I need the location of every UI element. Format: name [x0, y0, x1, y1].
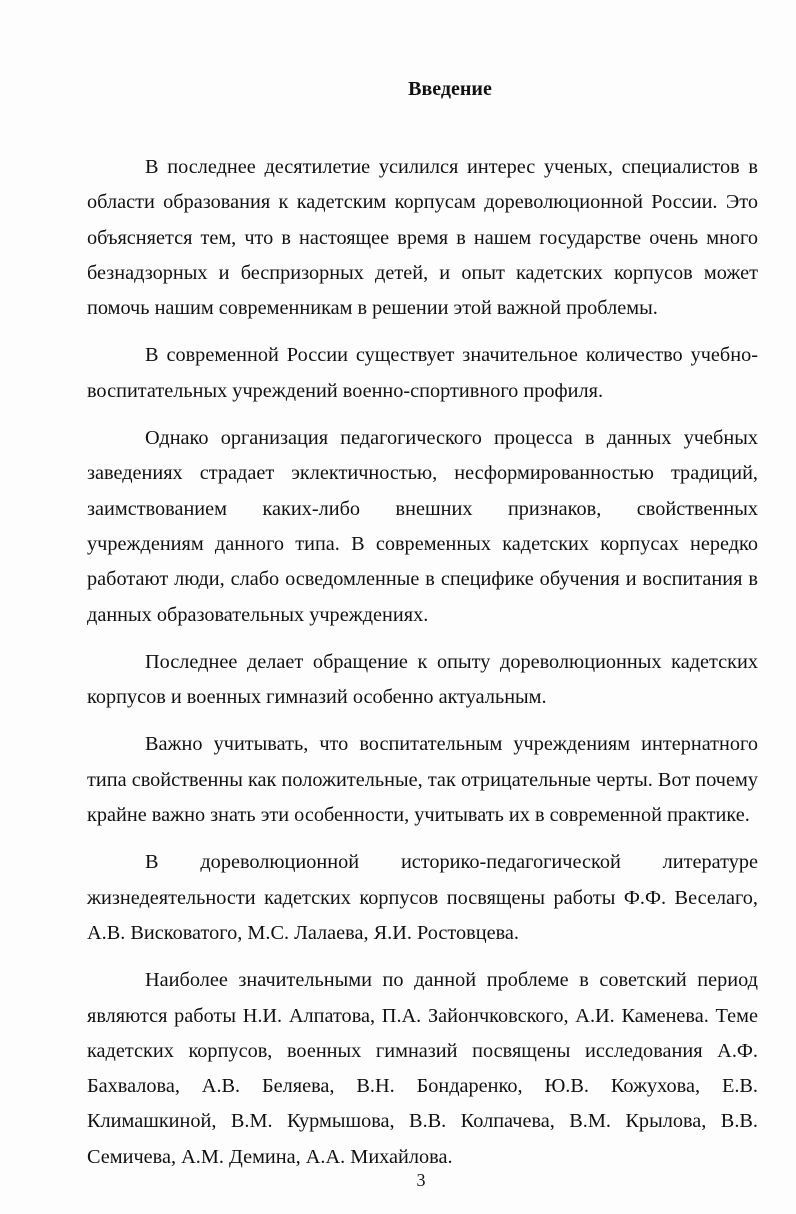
paragraph-4: Последнее делает обращение к опыту дореволюционных кадетских корпусов и военных гимназий особенно актуальным.	[87, 650, 758, 709]
paragraph-3: Однако организация педагогического процесса в данных учебных заведениях страдает эклектичностью, несформированностью традиций, заимствованием каких-либо внешних признаков, свойственных учреждениям данного типа. В современных кадетских корпусах нередко работают люди, слабо осведомленные в специфике обучения и воспитания в данных образовательных учреждениях.	[87, 427, 758, 626]
paragraph-5: Важно учитывать, что воспитательным учреждениям интернатного типа свойственны как положительные, так отрицательные черты. Вот почему крайне важно знать эти особенности, учитывать их в современной практике.	[87, 733, 758, 827]
paragraph-2: В современной России существует значительное количество учебно-воспитательных учреждений военно-спортивного профиля.	[87, 344, 758, 402]
body-text	[87, 150, 758, 1187]
paragraph-7: Наиболее значительными по данной проблеме в советский период являются работы Н.И. Алпатова, П.А. Зайончковского, А.И. Каменева. Теме кадетских корпусов, военных гимназий посвящены исследования А.Ф. Бахвалова, А.В. Беляева, В.Н. Бондаренко, Ю.В. Кожухова, Е.В. Климашкиной, В.М. Курмышова, В.В. Колпачева, В.М. Крылова, В.В. Семичева, А.М. Демина, А.А. Михайлова.	[87, 969, 758, 1168]
paragraph-6: В дореволюционной историко-педагогической литературе жизнедеятельности кадетских корпусов посвящены работы Ф.Ф. Веселаго, А.В. Висковатого, М.С. Лалаева, Я.И. Ростовцева.	[87, 851, 758, 944]
paragraph-1: В последнее десятилетие усилился интерес ученых, специалистов в области образования к кадетским корпусам дореволюционной России. Это объясняется тем, что в настоящее время в нашем государстве очень много безнадзорных и беспризорных детей, и опыт кадетских корпусов может помочь нашим современникам в решении этой важной проблемы.	[87, 156, 758, 320]
page-title: Введение	[408, 78, 492, 100]
page-number: 3	[416, 1170, 426, 1190]
